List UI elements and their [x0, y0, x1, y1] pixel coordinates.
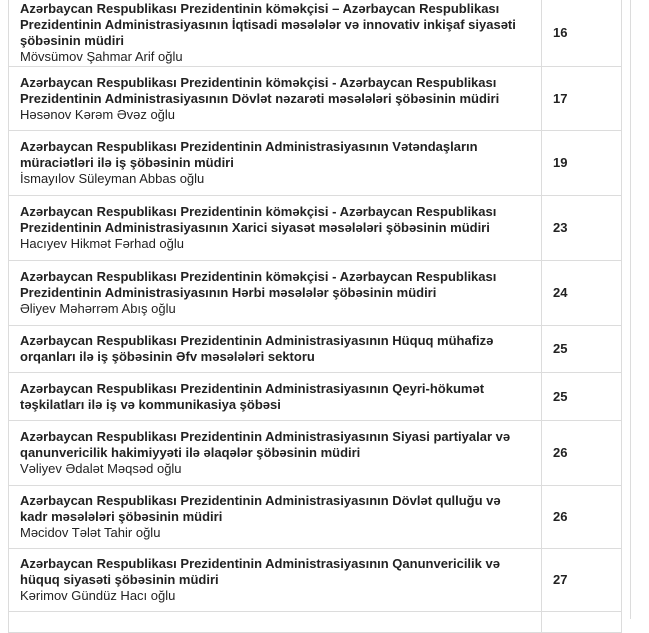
position-cell: [9, 549, 542, 612]
position-cell: [9, 261, 542, 326]
empty-cell: [542, 612, 622, 633]
table-row: [9, 373, 622, 421]
position-cell: [9, 0, 542, 67]
page-divider: [630, 0, 631, 619]
position-cell: [9, 486, 542, 549]
position-title: Azərbaycan Respublikası Prezidentinin köməkçisi - Azərbaycan Respublikası Prezidentinin Administrasiyasının Xarici siyasət məsələləri şöbəsinin müdiri: [20, 204, 497, 235]
page-number: 27: [542, 549, 622, 612]
position-cell: [9, 196, 542, 261]
position-cell: [9, 326, 542, 373]
position-title: Azərbaycan Respublikası Prezidentinin köməkçisi – Azərbaycan Respublikası Prezidentinin Administrasiyasının İqtisadi məsələlər və innovativ inkişaf siyasəti şöbəsinin müdiri: [20, 1, 516, 48]
table-row: [9, 67, 622, 131]
page-number: 24: [542, 261, 622, 326]
position-title: Azərbaycan Respublikası Prezidentinin köməkçisi - Azərbaycan Respublikası Prezidentinin Administrasiyasının Hərbi məsələlər şöbəsinin müdiri: [20, 269, 497, 300]
table-row: [9, 196, 622, 261]
page-number: 19: [542, 131, 622, 196]
official-name: Həsənov Kərəm Əvəz oğlu: [20, 106, 176, 122]
position-title: Azərbaycan Respublikası Prezidentinin Administrasiyasının Qeyri-hökumət təşkilatları ilə iş və kommunikasiya şöbəsi: [20, 380, 485, 412]
page-number: 23: [542, 196, 622, 261]
official-name: Kərimov Gündüz Hacı oğlu: [20, 588, 176, 603]
page-number: 25: [542, 373, 622, 421]
position-cell: [9, 131, 542, 196]
page-number: 17: [542, 67, 622, 131]
table-row: [9, 326, 622, 373]
officials-table: [8, 0, 622, 633]
position-title: Azərbaycan Respublikası Prezidentinin Administrasiyasının Qanunvericilik və hüquq siyasəti şöbəsinin müdiri: [20, 556, 500, 587]
official-name: Mövsümov Şahmar Arif oğlu: [20, 49, 183, 64]
official-name: İsmayılov Süleyman Abbas oğlu: [20, 171, 205, 186]
table-row: [9, 131, 622, 196]
position-title: Azərbaycan Respublikası Prezidentinin Administrasiyasının Vətəndaşların müraciətləri ilə iş şöbəsinin müdiri: [20, 139, 478, 170]
table-row: [9, 486, 622, 549]
official-name: Əliyev Məhərrəm Abış oğlu: [20, 301, 176, 316]
position-title: Azərbaycan Respublikası Prezidentinin Administrasiyasının Hüquq mühafizə orqanları ilə iş şöbəsinin Əfv məsələləri sektoru: [20, 333, 494, 364]
position-cell: [9, 421, 542, 486]
official-name: Məcidov Tələt Tahir oğlu: [20, 525, 161, 540]
empty-cell: [9, 612, 542, 633]
position-title: Azərbaycan Respublikası Prezidentinin Administrasiyasının Siyasi partiyalar və qanunvericilik hakimiyyəti ilə əlaqələr şöbəsinin müdiri: [20, 429, 511, 460]
official-name: Hacıyev Hikmət Fərhad oğlu: [20, 236, 185, 251]
table-row: [9, 0, 622, 67]
position-title: Azərbaycan Respublikası Prezidentinin köməkçisi - Azərbaycan Respublikası Prezidentinin Administrasiyasının Dövlət nəzarəti məsələləri şöbəsinin müdiri: [20, 74, 500, 106]
table-row: [9, 549, 622, 612]
position-cell: [9, 67, 542, 131]
table-row: [9, 612, 622, 633]
page-number: 25: [542, 326, 622, 373]
officials-table-container: [8, 0, 621, 633]
page-number: 26: [542, 421, 622, 486]
position-title: Azərbaycan Respublikası Prezidentinin Administrasiyasının Dövlət qulluğu və kadr məsələləri şöbəsinin müdiri: [20, 493, 501, 524]
page-number: 26: [542, 486, 622, 549]
table-row: [9, 421, 622, 486]
page-number: 16: [542, 0, 622, 67]
position-cell: [9, 373, 542, 421]
official-name: Vəliyev Ədalət Məqsəd oğlu: [20, 461, 182, 476]
table-row: [9, 261, 622, 326]
